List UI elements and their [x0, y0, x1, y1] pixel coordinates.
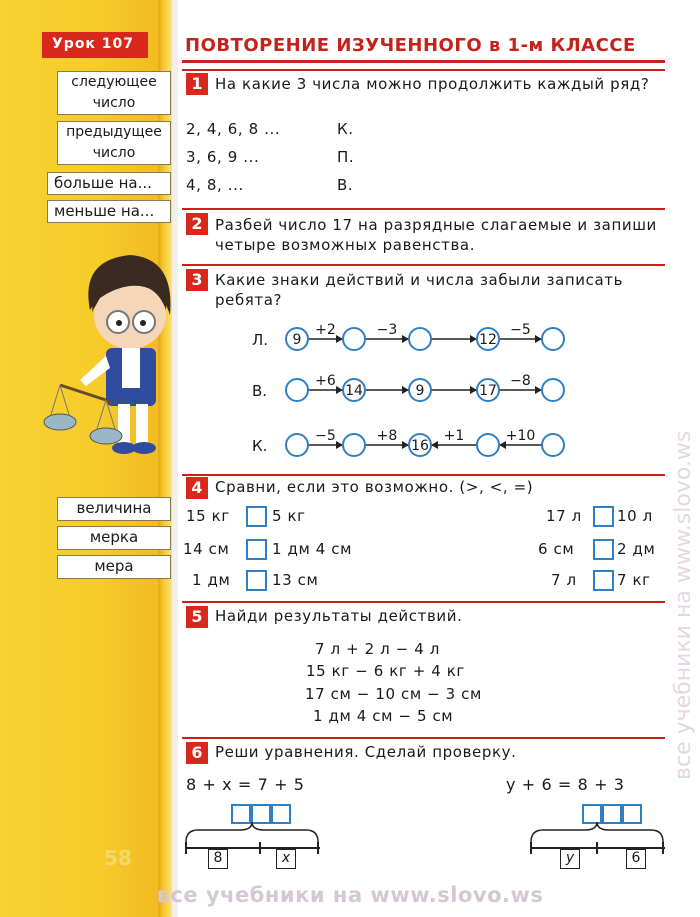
task4-right-a-1: 17 л	[546, 507, 582, 525]
term-card-measure-unit: мерка	[57, 526, 171, 550]
chain-circle	[343, 328, 365, 350]
task4-right-a-2: 6 см	[538, 540, 575, 558]
arrow-head	[336, 441, 343, 449]
segment-label: x	[276, 849, 296, 869]
task4-right-b-3: 7 кг	[617, 571, 651, 589]
task2-text: Разбей число 17 на разрядные слагаемые и запиши четыре возможных равенства.	[215, 216, 657, 254]
term-card-quantity: величина	[57, 497, 171, 521]
arrow-head	[402, 386, 409, 394]
task6-equation-2: y + 6 = 8 + 3	[506, 775, 625, 794]
chain-operation: −5	[315, 428, 336, 444]
term-card-measure: мера	[57, 555, 171, 579]
chain-value: 9	[292, 332, 302, 348]
task3-divider	[182, 264, 665, 266]
term-card-more: больше на...	[47, 172, 171, 195]
arrow-head	[535, 335, 542, 343]
task3-number: 3	[186, 269, 208, 291]
chain-operation: +10	[505, 428, 536, 444]
task2-number: 2	[186, 213, 208, 235]
arrow-head	[470, 386, 477, 394]
task2-divider	[182, 208, 665, 210]
task5-expression-4: 1 дм 4 см − 5 см	[313, 707, 454, 725]
chain-circle	[286, 379, 308, 401]
chain-value: 12	[479, 332, 497, 348]
chain-value: 16	[411, 438, 429, 454]
segment-label: 6	[626, 849, 646, 869]
task4-question: Сравни, если это возможно. (>, <, =)	[215, 478, 534, 496]
task5-number: 5	[186, 606, 208, 628]
chain-name: В.	[252, 382, 268, 400]
task4-compare-box[interactable]	[593, 539, 614, 560]
task1-name-1: К.	[337, 120, 354, 138]
chain-value: 14	[345, 383, 363, 399]
page-title: ПОВТОРЕНИЕ ИЗУЧЕННОГО в 1-м КЛАССЕ	[185, 35, 636, 56]
task4-left-b-1: 5 кг	[272, 507, 306, 525]
arrow-head	[402, 441, 409, 449]
task4-left-a-2: 14 см	[183, 540, 230, 558]
chain-operation: +1	[443, 428, 465, 444]
chain-circle	[542, 434, 564, 456]
segment-label: y	[560, 849, 580, 869]
task4-right-b-1: 10 л	[617, 507, 653, 525]
chain-operation: +2	[315, 322, 336, 338]
task5-expression-1: 7 л + 2 л − 4 л	[315, 640, 440, 658]
task6-divider	[182, 737, 665, 739]
term-card-next: следующее число	[57, 71, 171, 115]
task5-expression-3: 17 см − 10 см − 3 см	[305, 685, 482, 703]
vertical-watermark	[668, 130, 698, 790]
segment-label: 8	[208, 849, 228, 869]
chain-circle	[286, 434, 308, 456]
task6-number: 6	[186, 742, 208, 764]
task4-compare-box[interactable]	[593, 570, 614, 591]
task4-left-a-1: 15 кг	[186, 507, 230, 525]
task5-divider	[182, 601, 665, 603]
task6-question: Реши уравнения. Сделай проверку.	[215, 743, 517, 761]
chain-circle	[542, 328, 564, 350]
term-card-less: меньше на...	[47, 200, 171, 223]
task1-seq-2: 3, 6, 9 ...	[186, 148, 260, 166]
task4-left-a-3: 1 дм	[192, 571, 231, 589]
task4-right-b-2: 2 дм	[617, 540, 656, 558]
task4-compare-box[interactable]	[246, 570, 267, 591]
chain-operation: −3	[376, 322, 398, 338]
task6-equation-1: 8 + x = 7 + 5	[186, 775, 305, 794]
chain-operation: +6	[315, 373, 336, 389]
chain-name: Л.	[252, 331, 269, 349]
task4-divider	[182, 474, 665, 476]
task4-number: 4	[186, 477, 208, 499]
boy-with-scales-illustration	[40, 240, 190, 470]
arrow-head	[402, 335, 409, 343]
chain-value: 17	[479, 383, 497, 399]
title-rule	[182, 60, 665, 63]
term-card-previous: предыдущее число	[57, 121, 171, 165]
task4-compare-box[interactable]	[593, 506, 614, 527]
arrow-head	[470, 335, 477, 343]
lesson-label: Урок 107	[42, 32, 148, 58]
task5-question: Найди результаты действий.	[215, 607, 463, 625]
task1-question: На какие 3 числа можно продолжить каждый ряд?	[215, 75, 650, 93]
chain-circle	[542, 379, 564, 401]
chain-circle	[343, 434, 365, 456]
task1-seq-1: 2, 4, 6, 8 ...	[186, 120, 281, 138]
task4-right-a-3: 7 л	[551, 571, 577, 589]
task4-compare-box[interactable]	[246, 506, 267, 527]
bottom-watermark: все учебники на www.slovo.ws	[156, 883, 544, 907]
task4-compare-box[interactable]	[246, 539, 267, 560]
task4-left-b-3: 13 см	[272, 571, 319, 589]
task1-name-2: П.	[337, 148, 355, 166]
segment-diagram-2	[525, 820, 670, 860]
arrow-head	[336, 386, 343, 394]
task1-number: 1	[186, 73, 208, 95]
segment-diagram-1	[180, 820, 325, 860]
chain-operation: −5	[510, 322, 531, 338]
task3-question: Какие знаки действий и числа забыли записать ребята?	[215, 271, 624, 309]
task4-left-b-2: 1 дм 4 см	[272, 540, 353, 558]
chain-operation: +8	[376, 428, 398, 444]
page-number: 58	[104, 846, 132, 870]
chain-operation: −8	[510, 373, 531, 389]
chain-value: 9	[415, 383, 425, 399]
arrow-head	[535, 386, 542, 394]
arrow-head	[336, 335, 343, 343]
chain-circle	[477, 434, 499, 456]
task1-seq-3: 4, 8, ...	[186, 176, 244, 194]
chain-circle	[409, 328, 431, 350]
task1-divider	[182, 69, 665, 71]
task3-chains	[240, 312, 590, 472]
watermark-text: все учебники на www.slovo.ws	[671, 430, 696, 780]
task5-expression-2: 15 кг − 6 кг + 4 кг	[306, 662, 465, 680]
chain-name: К.	[252, 437, 268, 455]
task1-name-3: В.	[337, 176, 354, 194]
arrow-head	[431, 441, 438, 449]
